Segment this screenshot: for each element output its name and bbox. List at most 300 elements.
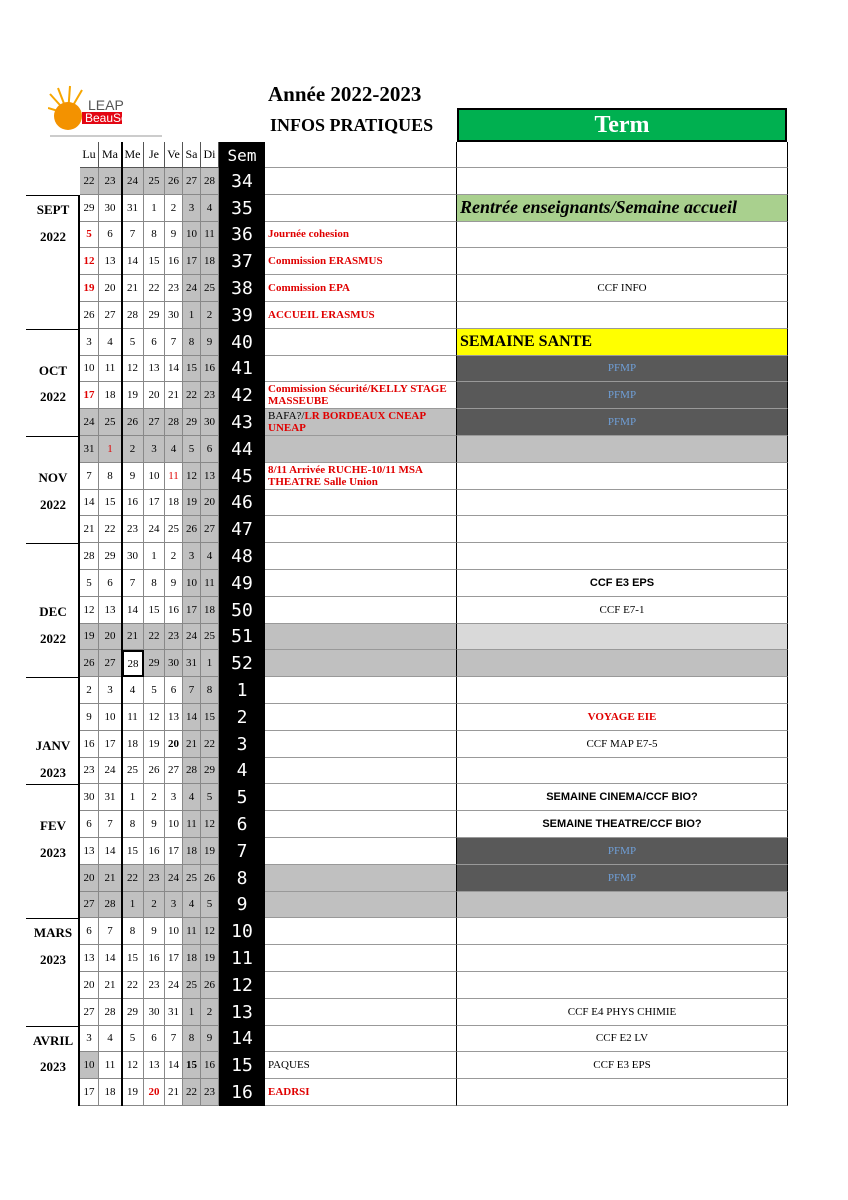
week-number: 7 <box>219 838 265 865</box>
day-cell: 11 <box>201 570 219 597</box>
day-cell: 4 <box>183 784 201 811</box>
month-name: DEC <box>39 603 67 619</box>
day-cell: 24 <box>165 972 183 999</box>
day-cell: 4 <box>122 677 144 704</box>
day-cell: 17 <box>80 1079 99 1106</box>
info-cell <box>265 1026 457 1053</box>
day-cell: 3 <box>183 543 201 570</box>
week-number: 49 <box>219 570 265 597</box>
week-number: 36 <box>219 222 265 249</box>
day-cell: 12 <box>183 463 201 490</box>
info-cell: Commission Sécurité/KELLY STAGE MASSEUBE <box>265 382 457 409</box>
day-cell: 26 <box>80 650 99 677</box>
info-cell <box>265 731 457 758</box>
day-cell: 10 <box>165 811 183 838</box>
day-cell: 12 <box>122 356 144 383</box>
day-cell: 5 <box>122 1026 144 1053</box>
info-cell <box>265 624 457 651</box>
day-cell: 8 <box>144 222 165 249</box>
day-cell: 16 <box>144 945 165 972</box>
day-header-6: Di <box>201 142 219 168</box>
day-cell: 29 <box>80 195 99 222</box>
day-cell: 14 <box>99 838 122 865</box>
week-number: 2 <box>219 704 265 731</box>
info-cell: Commission ERASMUS <box>265 248 457 275</box>
day-cell: 28 <box>201 168 219 195</box>
day-cell: 6 <box>165 677 183 704</box>
info-cell <box>265 999 457 1026</box>
calendar-grid <box>26 142 788 1110</box>
year-title: Année 2022-2023 <box>268 82 422 106</box>
day-cell: 26 <box>201 972 219 999</box>
day-cell: 2 <box>165 195 183 222</box>
day-cell: 29 <box>144 302 165 329</box>
day-header-4: Ve <box>165 142 183 168</box>
info-cell <box>265 677 457 704</box>
month-year: 2023 <box>40 952 66 968</box>
day-cell: 8 <box>122 811 144 838</box>
day-cell: 28 <box>165 409 183 436</box>
day-cell: 22 <box>122 865 144 892</box>
day-cell: 4 <box>201 543 219 570</box>
week-number: 11 <box>219 945 265 972</box>
day-cell: 24 <box>80 409 99 436</box>
week-number: 42 <box>219 382 265 409</box>
day-cell: 28 <box>80 543 99 570</box>
day-cell: 8 <box>99 463 122 490</box>
month-name: AVRIL <box>32 1032 74 1048</box>
info-cell <box>265 945 457 972</box>
day-cell: 13 <box>201 463 219 490</box>
day-cell: 29 <box>183 409 201 436</box>
month-name: SEPT <box>36 201 70 217</box>
day-cell: 16 <box>144 838 165 865</box>
day-cell: 21 <box>165 1079 183 1106</box>
info-cell <box>265 784 457 811</box>
day-cell: 29 <box>144 650 165 677</box>
day-cell: 19 <box>144 731 165 758</box>
term-cell <box>457 222 788 249</box>
day-cell: 7 <box>122 570 144 597</box>
day-cell: 9 <box>201 1026 219 1053</box>
day-cell: 4 <box>183 892 201 919</box>
day-cell: 30 <box>201 409 219 436</box>
day-cell: 27 <box>99 302 122 329</box>
day-cell: 23 <box>201 382 219 409</box>
day-cell: 29 <box>122 999 144 1026</box>
day-cell: 17 <box>183 248 201 275</box>
day-cell: 13 <box>165 704 183 731</box>
day-cell: 27 <box>80 892 99 919</box>
info-cell <box>265 811 457 838</box>
day-cell: 27 <box>80 999 99 1026</box>
day-cell: 13 <box>144 356 165 383</box>
day-cell: 30 <box>80 784 99 811</box>
info-cell <box>265 865 457 892</box>
day-cell: 9 <box>144 811 165 838</box>
day-cell: 2 <box>144 784 165 811</box>
day-cell: 17 <box>80 382 99 409</box>
day-cell: 7 <box>99 811 122 838</box>
term-cell: CCF E4 PHYS CHIMIE <box>457 999 788 1026</box>
day-cell: 8 <box>144 570 165 597</box>
day-cell: 20 <box>80 972 99 999</box>
day-cell: 10 <box>183 570 201 597</box>
term-cell: PFMP <box>457 409 788 436</box>
week-number: 43 <box>219 409 265 436</box>
term-cell: CCF E3 EPS <box>457 570 788 597</box>
day-cell: 25 <box>144 168 165 195</box>
day-cell: 6 <box>144 1026 165 1053</box>
day-cell: 9 <box>165 222 183 249</box>
month-name: MARS <box>33 925 73 941</box>
info-cell <box>265 436 457 463</box>
day-cell: 7 <box>99 918 122 945</box>
day-cell: 26 <box>201 865 219 892</box>
day-cell: 22 <box>99 516 122 543</box>
month-name: FEV <box>40 818 66 834</box>
day-cell: 16 <box>165 597 183 624</box>
week-number: 44 <box>219 436 265 463</box>
month-year: 2023 <box>40 845 66 860</box>
day-cell: 20 <box>80 865 99 892</box>
day-cell: 16 <box>201 1052 219 1079</box>
info-cell <box>265 650 457 677</box>
week-number: 52 <box>219 650 265 677</box>
term-cell <box>457 972 788 999</box>
day-cell: 16 <box>122 490 144 517</box>
leap-beausoleil-logo <box>48 84 166 148</box>
day-cell: 28 <box>122 302 144 329</box>
week-number: 9 <box>219 892 265 919</box>
day-cell: 28 <box>122 650 144 677</box>
day-cell: 14 <box>122 248 144 275</box>
week-number: 40 <box>219 329 265 356</box>
day-cell: 7 <box>183 677 201 704</box>
day-cell: 3 <box>80 1026 99 1053</box>
day-cell: 13 <box>80 945 99 972</box>
term-cell: SEMAINE CINEMA/CCF BIO? <box>457 784 788 811</box>
info-cell: 8/11 Arrivée RUCHE-10/11 MSA THEATRE Salle Union <box>265 463 457 490</box>
svg-text:LEAP: LEAP <box>88 97 124 113</box>
day-cell: 17 <box>183 597 201 624</box>
day-cell: 20 <box>144 382 165 409</box>
term-cell: CCF INFO <box>457 275 788 302</box>
day-cell: 2 <box>80 677 99 704</box>
term-cell <box>457 892 788 919</box>
term-cell: PFMP <box>457 382 788 409</box>
day-cell: 18 <box>201 597 219 624</box>
day-cell: 5 <box>122 329 144 356</box>
week-number: 34 <box>219 168 265 195</box>
term-cell <box>457 677 788 704</box>
term-cell <box>457 758 788 785</box>
day-cell: 5 <box>80 222 99 249</box>
day-cell: 6 <box>99 222 122 249</box>
day-cell: 10 <box>99 704 122 731</box>
day-header-3: Je <box>144 142 165 168</box>
day-cell: 24 <box>122 168 144 195</box>
day-cell: 29 <box>99 543 122 570</box>
svg-text:BeauSoleil: BeauSoleil <box>85 111 143 125</box>
day-cell: 25 <box>201 624 219 651</box>
day-cell: 7 <box>165 329 183 356</box>
day-cell: 13 <box>99 597 122 624</box>
day-cell: 11 <box>201 222 219 249</box>
day-header-0: Lu <box>80 142 99 168</box>
day-cell: 13 <box>99 248 122 275</box>
day-cell: 19 <box>201 838 219 865</box>
day-cell: 11 <box>122 704 144 731</box>
term-cell: CCF E7-1 <box>457 597 788 624</box>
day-cell: 27 <box>165 758 183 785</box>
week-number: 51 <box>219 624 265 651</box>
day-cell: 25 <box>201 275 219 302</box>
day-cell: 13 <box>80 838 99 865</box>
day-cell: 12 <box>80 597 99 624</box>
day-cell: 23 <box>144 865 165 892</box>
info-cell <box>265 570 457 597</box>
day-cell: 5 <box>201 892 219 919</box>
day-cell: 26 <box>165 168 183 195</box>
week-number: 46 <box>219 490 265 517</box>
day-cell: 18 <box>99 1079 122 1106</box>
week-number: 8 <box>219 865 265 892</box>
day-cell: 1 <box>183 999 201 1026</box>
day-cell: 26 <box>122 409 144 436</box>
day-cell: 7 <box>80 463 99 490</box>
day-cell: 26 <box>80 302 99 329</box>
day-cell: 10 <box>144 463 165 490</box>
term-cell <box>457 248 788 275</box>
day-cell: 22 <box>183 1079 201 1106</box>
month-name: OCT <box>38 362 68 378</box>
day-cell: 18 <box>122 731 144 758</box>
day-cell: 23 <box>122 516 144 543</box>
term-cell: Rentrée enseignants/Semaine accueil <box>457 195 788 222</box>
day-cell: 1 <box>122 892 144 919</box>
day-cell: 11 <box>99 1052 122 1079</box>
week-number: 37 <box>219 248 265 275</box>
day-cell: 25 <box>165 516 183 543</box>
day-cell: 23 <box>144 972 165 999</box>
term-cell <box>457 490 788 517</box>
day-cell: 1 <box>99 436 122 463</box>
info-cell <box>265 195 457 222</box>
day-cell: 15 <box>122 945 144 972</box>
day-cell: 10 <box>165 918 183 945</box>
day-cell: 31 <box>122 195 144 222</box>
week-number: 6 <box>219 811 265 838</box>
day-cell: 1 <box>122 784 144 811</box>
term-cell: PFMP <box>457 865 788 892</box>
day-cell: 10 <box>80 356 99 383</box>
term-cell <box>457 1079 788 1106</box>
day-cell: 30 <box>99 195 122 222</box>
day-cell: 4 <box>201 195 219 222</box>
day-cell: 14 <box>80 490 99 517</box>
day-cell: 2 <box>201 302 219 329</box>
info-cell <box>265 409 457 436</box>
week-number: 38 <box>219 275 265 302</box>
month-block <box>26 436 80 543</box>
info-cell <box>265 356 457 383</box>
week-number: 39 <box>219 302 265 329</box>
day-cell: 27 <box>201 516 219 543</box>
week-header: Sem <box>219 142 265 168</box>
term-cell <box>457 463 788 490</box>
day-cell: 4 <box>99 1026 122 1053</box>
term-cell: CCF MAP E7-5 <box>457 731 788 758</box>
term-cell <box>457 918 788 945</box>
month-name: NOV <box>38 469 68 485</box>
day-cell: 3 <box>165 892 183 919</box>
day-cell: 6 <box>201 436 219 463</box>
info-cell <box>265 892 457 919</box>
day-cell: 14 <box>165 1052 183 1079</box>
info-cell <box>265 704 457 731</box>
day-cell: 12 <box>122 1052 144 1079</box>
month-year: 2023 <box>40 764 66 780</box>
day-cell: 23 <box>165 275 183 302</box>
day-cell: 4 <box>165 436 183 463</box>
day-cell: 1 <box>144 195 165 222</box>
day-cell: 21 <box>165 382 183 409</box>
day-cell: 24 <box>183 275 201 302</box>
day-cell: 8 <box>122 918 144 945</box>
week-number: 1 <box>219 677 265 704</box>
month-year: 2022 <box>40 228 66 244</box>
week-number: 16 <box>219 1079 265 1106</box>
week-number: 48 <box>219 543 265 570</box>
day-header-1: Ma <box>99 142 122 168</box>
term-cell <box>457 945 788 972</box>
day-cell: 27 <box>183 168 201 195</box>
day-cell: 14 <box>165 356 183 383</box>
day-cell: 8 <box>201 677 219 704</box>
day-cell: 12 <box>201 918 219 945</box>
day-cell: 24 <box>144 516 165 543</box>
day-cell: 15 <box>201 704 219 731</box>
day-cell: 24 <box>99 758 122 785</box>
day-cell: 16 <box>201 356 219 383</box>
info-cell <box>265 758 457 785</box>
term-cell: PFMP <box>457 356 788 383</box>
day-cell: 23 <box>99 168 122 195</box>
day-cell: 30 <box>165 650 183 677</box>
term-header-cell <box>457 142 788 168</box>
day-cell: 9 <box>80 704 99 731</box>
day-cell: 17 <box>99 731 122 758</box>
day-cell: 6 <box>144 329 165 356</box>
day-cell: 29 <box>201 758 219 785</box>
day-cell: 15 <box>144 248 165 275</box>
day-cell: 18 <box>183 945 201 972</box>
day-cell: 19 <box>80 624 99 651</box>
day-header-5: Sa <box>183 142 201 168</box>
day-header-2: Me <box>122 142 144 168</box>
day-cell: 14 <box>99 945 122 972</box>
day-cell: 3 <box>183 195 201 222</box>
day-cell: 7 <box>122 222 144 249</box>
day-cell: 18 <box>183 838 201 865</box>
day-cell: 10 <box>183 222 201 249</box>
day-cell: 22 <box>144 275 165 302</box>
info-cell: ACCUEIL ERASMUS <box>265 302 457 329</box>
day-cell: 3 <box>80 329 99 356</box>
term-cell <box>457 516 788 543</box>
info-cell: Journée cohesion <box>265 222 457 249</box>
day-cell: 13 <box>144 1052 165 1079</box>
day-cell: 20 <box>201 490 219 517</box>
info-cell <box>265 543 457 570</box>
day-cell: 1 <box>201 650 219 677</box>
day-cell: 17 <box>165 838 183 865</box>
divider <box>121 142 123 1106</box>
day-cell: 18 <box>165 490 183 517</box>
day-cell: 15 <box>144 597 165 624</box>
day-cell: 17 <box>144 490 165 517</box>
day-cell: 14 <box>183 704 201 731</box>
day-cell: 20 <box>165 731 183 758</box>
day-cell: 5 <box>144 677 165 704</box>
term-cell <box>457 168 788 195</box>
day-cell: 30 <box>165 302 183 329</box>
day-cell: 6 <box>80 918 99 945</box>
info-cell: PAQUES <box>265 1052 457 1079</box>
day-cell: 24 <box>183 624 201 651</box>
day-cell: 15 <box>122 838 144 865</box>
day-cell: 23 <box>201 1079 219 1106</box>
week-number: 10 <box>219 918 265 945</box>
day-cell: 27 <box>99 650 122 677</box>
day-cell: 15 <box>183 1052 201 1079</box>
logo-graphic <box>48 84 166 148</box>
week-number: 47 <box>219 516 265 543</box>
day-cell: 7 <box>165 1026 183 1053</box>
day-cell: 18 <box>201 248 219 275</box>
info-cell <box>265 168 457 195</box>
day-cell: 11 <box>183 811 201 838</box>
week-number: 50 <box>219 597 265 624</box>
week-number: 41 <box>219 356 265 383</box>
week-number: 3 <box>219 731 265 758</box>
week-number: 4 <box>219 758 265 785</box>
day-cell: 15 <box>183 356 201 383</box>
day-cell: 30 <box>144 999 165 1026</box>
day-cell: 21 <box>80 516 99 543</box>
day-cell: 19 <box>201 945 219 972</box>
month-year: 2022 <box>40 630 66 646</box>
day-cell: 5 <box>183 436 201 463</box>
info-text: LR BORDEAUX CNEAP UNEAP <box>268 410 426 435</box>
day-cell: 2 <box>144 892 165 919</box>
day-cell: 5 <box>80 570 99 597</box>
term-cell <box>457 302 788 329</box>
day-cell: 21 <box>122 624 144 651</box>
day-cell: 31 <box>99 784 122 811</box>
term-cell: CCF E2 LV <box>457 1026 788 1053</box>
day-cell: 31 <box>80 436 99 463</box>
infos-pratiques-title: INFOS PRATIQUES <box>270 115 434 135</box>
day-cell: 20 <box>99 624 122 651</box>
info-cell <box>265 597 457 624</box>
day-cell: 28 <box>99 892 122 919</box>
day-cell: 19 <box>183 490 201 517</box>
day-cell: 19 <box>122 1079 144 1106</box>
month-year: 2022 <box>40 496 66 512</box>
day-cell: 21 <box>122 275 144 302</box>
